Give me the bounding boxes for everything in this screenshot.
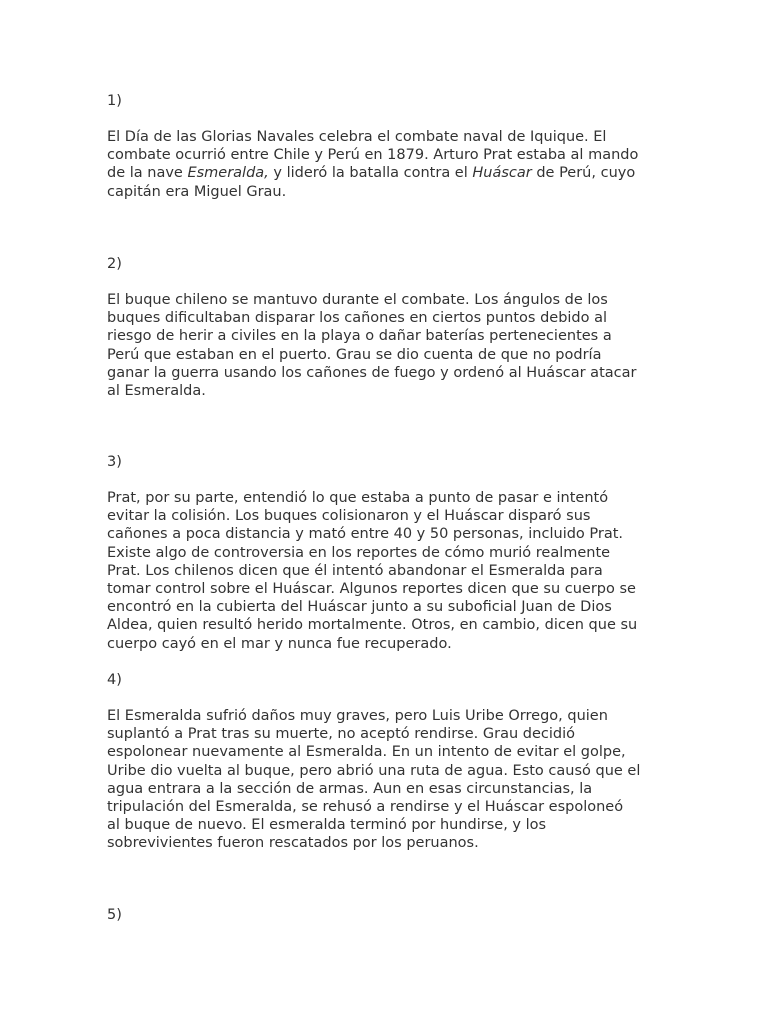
paragraph-line: Existe algo de controversia en los reportes de cómo murió realmente [107,544,611,561]
paragraph-line: buques dificultaban disparar los cañones en ciertos puntos debido al [107,310,608,327]
section-number-2: 2) [107,256,122,272]
paragraph-line: agua entrara a la sección de armas. Aun en esas circunstancias, la [107,780,593,797]
paragraph-line: Aldea, quien resultó herido mortalmente. Otros, en cambio, dicen que su [107,617,638,634]
paragraph-line: espolonear nuevamente al Esmeralda. En un intento de evitar el golpe, [107,744,626,761]
paragraph-line: al buque de nuevo. El esmeralda terminó por hundirse, y los [107,817,547,834]
paragraph-line: combate ocurrió entre Chile y Perú en 1879. Arturo Prat estaba al mando [107,147,639,164]
section-number-5: 5) [107,907,122,923]
paragraph-line: cuerpo cayó en el mar y nunca fue recuperado. [107,635,452,652]
paragraph-line: suplantó a Prat tras su muerte, no aceptó rendirse. Grau decidió [107,726,575,743]
ship-name-esmeralda: Esmeralda, [187,165,269,182]
paragraph-line: Perú que estaban en el puerto. Grau se dio cuenta de que no podría [107,346,602,363]
section-number-3: 3) [107,454,122,470]
paragraph-line: sobrevivientes fueron rescatados por los peruanos. [107,835,479,852]
paragraph-line: El Esmeralda sufrió daños muy graves, pero Luis Uribe Orrego, quien [107,708,608,724]
section-number-4: 4) [107,672,122,688]
paragraph-line: cañones a poca distancia y mató entre 40 y 50 personas, incluido Prat. [107,526,624,543]
paragraph-line: tomar control sobre el Huáscar. Algunos reportes dicen que su cuerpo se [107,581,636,598]
section-paragraph-3 [107,489,637,653]
paragraph-line: capitán era Miguel Grau. [107,183,287,200]
section-paragraph-4 [107,707,640,853]
paragraph-line: tripulación del Esmeralda, se rehusó a rendirse y el Huáscar espoloneó [107,799,624,816]
paragraph-line: Prat, por su parte, entendió lo que estaba a punto de pasar e intentó [107,490,609,506]
paragraph-line: encontró en la cubierta del Huáscar junto a su suboficial Juan de Dios [107,599,612,616]
paragraph-line: ganar la guerra usando los cañones de fuego y ordenó al Huáscar atacar [107,364,637,381]
paragraph-line: riesgo de herir a civiles en la playa o dañar baterías pertenecientes a [107,328,612,345]
paragraph-line: Prat. Los chilenos dicen que él intentó abandonar el Esmeralda para [107,562,603,579]
paragraph-line: El buque chileno se mantuvo durante el combate. Los ángulos de los [107,292,608,308]
paragraph-line: evitar la colisión. Los buques colisionaron y el Huáscar disparó sus [107,508,591,525]
text-run: de Perú, cuyo [531,165,636,182]
ship-name-huascar: Huáscar [472,165,532,182]
text-run: de la nave [107,165,188,182]
text-run: y lideró la batalla contra el [268,165,473,182]
paragraph-line: al Esmeralda. [107,383,206,400]
paragraph-line [107,164,638,182]
paragraph-line: El Día de las Glorias Navales celebra el combate naval de Iquique. El [107,129,607,145]
section-number-1: 1) [107,93,122,109]
section-paragraph-2 [107,291,636,400]
section-paragraph-1 [107,128,638,201]
paragraph-line: Uribe dio vuelta al buque, pero abrió una ruta de agua. Esto causó que el [107,762,641,779]
